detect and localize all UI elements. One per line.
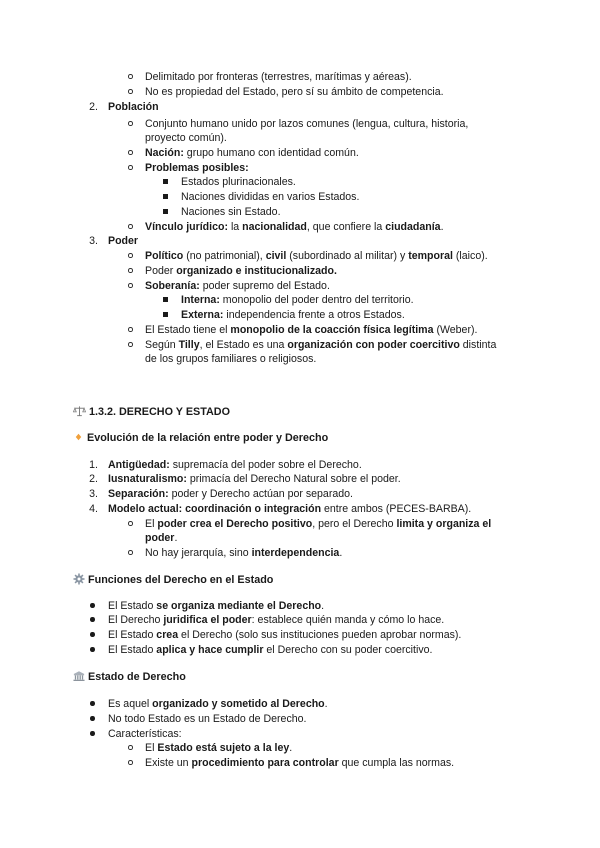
term: organizado y sometido al Derecho	[152, 698, 325, 710]
list-item	[145, 161, 249, 176]
list-item	[108, 502, 471, 517]
text: (subordinado al militar) y	[286, 250, 409, 262]
text: .	[289, 742, 293, 754]
term: Problemas posibles:	[145, 162, 249, 174]
list-item	[108, 697, 328, 712]
term: temporal	[408, 250, 453, 262]
text: Existe un	[145, 757, 192, 769]
list-item	[145, 146, 359, 161]
term: Nación:	[145, 147, 184, 159]
list-item-continuation: proyecto común).	[145, 132, 227, 144]
text: (no patrimonial),	[183, 250, 266, 262]
text: que cumpla las normas.	[338, 757, 455, 769]
list-item-heading	[108, 100, 159, 115]
list-item	[145, 756, 454, 771]
text: el Derecho con su poder coercitivo.	[263, 644, 433, 656]
section-title: 1.3.2. DERECHO Y ESTADO	[89, 406, 231, 418]
list-number: 3.	[89, 235, 98, 247]
bullet-circle	[128, 745, 133, 750]
list-item: Naciones divididas en varios Estados.	[181, 191, 360, 203]
bullet-circle	[128, 224, 133, 229]
term: Externa:	[181, 309, 224, 321]
bullet-circle	[128, 150, 133, 155]
text: El Estado	[108, 600, 157, 612]
list-item-continuation: de los grupos familiares o religiosos.	[145, 353, 317, 365]
term: Soberanía:	[145, 280, 200, 292]
term: Vínculo jurídico:	[145, 221, 228, 233]
bullet-circle	[128, 283, 133, 288]
list-number: 1.	[89, 459, 98, 471]
text: Poder	[145, 265, 177, 277]
poder-title: Poder	[108, 235, 139, 247]
text: Es aquel	[108, 698, 153, 710]
bullet-square	[163, 194, 168, 199]
list-item: Estados plurinacionales.	[181, 176, 296, 188]
bullet-square	[163, 209, 168, 214]
text: (laico).	[452, 250, 488, 262]
list-item	[145, 264, 337, 279]
term: se organiza mediante el Derecho	[156, 600, 322, 612]
bullet-circle	[128, 89, 133, 94]
term: Modelo actual: coordinación o integración	[108, 503, 322, 515]
gear-icon	[73, 573, 85, 585]
list-item	[108, 487, 353, 502]
term: ciudadanía	[385, 221, 441, 233]
list-item	[108, 458, 362, 473]
list-item	[145, 220, 444, 235]
term: nacionalidad	[242, 221, 307, 233]
diamond-icon	[73, 431, 84, 443]
term: procedimiento para controlar	[191, 757, 339, 769]
text: El	[145, 518, 158, 530]
term: monopolio de la coacción física legítima	[230, 324, 434, 336]
bullet-circle	[128, 342, 133, 347]
text: monopolio del poder dentro del territorio.	[219, 294, 414, 306]
list-item	[145, 546, 342, 561]
list-number: 4.	[89, 503, 98, 515]
list-item	[108, 628, 461, 643]
poblacion-title: Población	[108, 101, 159, 113]
bullet-circle	[128, 121, 133, 126]
list-item	[181, 308, 405, 323]
list-item	[145, 741, 292, 756]
list-item: No todo Estado es un Estado de Derecho.	[108, 713, 307, 725]
bullet-square	[163, 297, 168, 302]
bullet-circle	[128, 268, 133, 273]
list-item: Características:	[108, 728, 182, 740]
text: , que confiere la	[306, 221, 386, 233]
term: limita y organiza el	[396, 518, 492, 530]
term: Tilly	[178, 339, 200, 351]
subsection-heading	[73, 573, 273, 588]
term: Político	[145, 250, 184, 262]
term: poder	[145, 532, 175, 544]
text: .	[324, 698, 328, 710]
bullet-disc	[90, 617, 95, 622]
list-item	[108, 599, 324, 614]
term: Separación:	[108, 488, 169, 500]
text: .	[440, 221, 444, 233]
bullet-disc	[90, 632, 95, 637]
list-item	[108, 613, 444, 628]
text: , el Estado es una	[199, 339, 288, 351]
text: (Weber).	[433, 324, 478, 336]
text: El Estado	[108, 629, 157, 641]
section-heading	[73, 405, 230, 420]
text: primacía del Derecho Natural sobre el poder.	[186, 473, 401, 485]
term: Interna:	[181, 294, 220, 306]
list-item	[145, 323, 477, 338]
balance-scale-icon	[73, 405, 86, 417]
text: el Derecho (solo sus instituciones pueden aprobar normas).	[178, 629, 462, 641]
text: supremacía del poder sobre el Derecho.	[169, 459, 362, 471]
text: Según	[145, 339, 179, 351]
text: poder y Derecho actúan por separado.	[168, 488, 353, 500]
list-item	[145, 517, 491, 532]
text: El Estado tiene el	[145, 324, 231, 336]
bullet-circle	[128, 74, 133, 79]
term: Iusnaturalismo:	[108, 473, 187, 485]
list-item	[145, 338, 496, 353]
term: organización con poder coercitivo	[287, 339, 460, 351]
list-item: Conjunto humano unido por lazos comunes (lengua, cultura, historia,	[145, 118, 469, 130]
bullet-disc	[90, 716, 95, 721]
term: poder crea el Derecho positivo	[157, 518, 313, 530]
text: distinta	[459, 339, 497, 351]
classical-building-icon	[73, 670, 85, 682]
term: Estado está sujeto a la ley	[157, 742, 290, 754]
list-item	[181, 293, 414, 308]
bullet-circle	[128, 521, 133, 526]
bullet-circle	[128, 327, 133, 332]
subsection-title: Estado de Derecho	[88, 671, 186, 683]
term: aplica y hace cumplir	[156, 644, 264, 656]
list-item: No es propiedad del Estado, pero sí su ámbito de competencia.	[145, 86, 444, 98]
list-item	[108, 472, 401, 487]
text: poder supremo del Estado.	[199, 280, 330, 292]
bullet-disc	[90, 603, 95, 608]
list-number: 2.	[89, 473, 98, 485]
term: crea	[156, 629, 179, 641]
text: independencia frente a otros Estados.	[223, 309, 405, 321]
text: la	[228, 221, 243, 233]
list-item: Naciones sin Estado.	[181, 206, 281, 218]
bullet-disc	[90, 701, 95, 706]
text: .	[321, 600, 325, 612]
term: interdependencia	[251, 547, 340, 559]
subsection-heading	[73, 431, 328, 446]
text: El	[145, 742, 158, 754]
bullet-circle	[128, 253, 133, 258]
bullet-circle	[128, 760, 133, 765]
bullet-circle	[128, 165, 133, 170]
subsection-title: Evolución de la relación entre poder y Derecho	[87, 432, 329, 444]
term: juridifica el poder	[163, 614, 252, 626]
list-item	[145, 249, 488, 264]
text: No hay jerarquía, sino	[145, 547, 252, 559]
text: .	[339, 547, 343, 559]
text: El Derecho	[108, 614, 164, 626]
list-number: 2.	[89, 101, 98, 113]
list-number: 3.	[89, 488, 98, 500]
bullet-circle	[128, 550, 133, 555]
text: grupo humano con identidad común.	[183, 147, 359, 159]
bullet-disc	[90, 731, 95, 736]
text: El Estado	[108, 644, 157, 656]
bullet-disc	[90, 647, 95, 652]
term: organizado e institucionalizado.	[176, 265, 337, 277]
text: entre ambos (PECES-BARBA).	[321, 503, 472, 515]
subsection-title: Funciones del Derecho en el Estado	[88, 574, 274, 586]
term: civil	[265, 250, 287, 262]
list-item-heading	[108, 234, 138, 249]
list-item-continuation	[145, 531, 177, 546]
bullet-square	[163, 179, 168, 184]
list-item: Delimitado por fronteras (terrestres, marítimas y aéreas).	[145, 71, 412, 83]
text: : establece quién manda y cómo lo hace.	[251, 614, 445, 626]
text: .	[174, 532, 178, 544]
list-item	[145, 279, 330, 294]
bullet-square	[163, 312, 168, 317]
subsection-heading	[73, 670, 186, 685]
term: Antigüedad:	[108, 459, 170, 471]
text: , pero el Derecho	[312, 518, 397, 530]
list-item	[108, 643, 432, 658]
